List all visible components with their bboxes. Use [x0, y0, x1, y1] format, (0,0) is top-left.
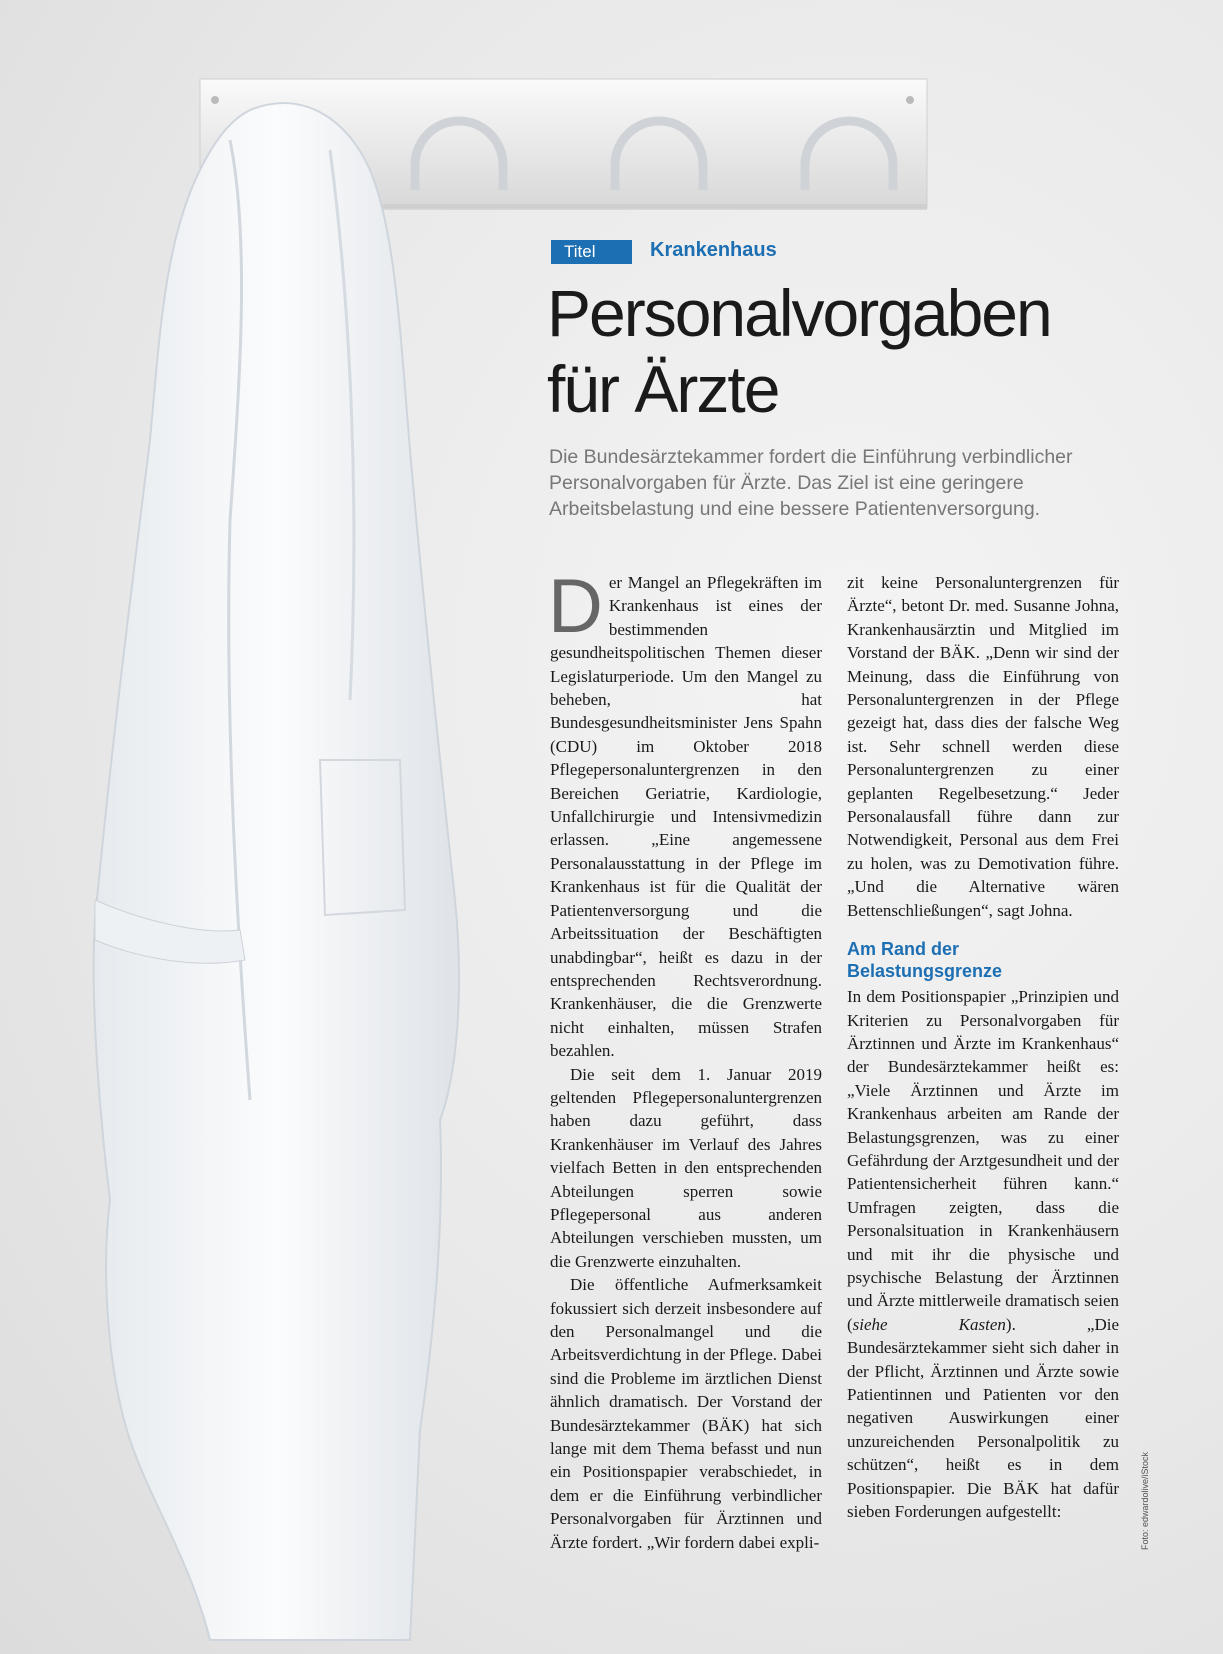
section-tag: Titel — [551, 240, 632, 264]
cross-reference: siehe Kasten — [852, 1314, 1006, 1334]
headline-line-2: für Ärzte — [547, 352, 779, 426]
paragraph-text: In dem Positionspapier „Prinzipien und Kriterien zu Personalvorgaben für Ärztinnen und Ärzte im Krankenhaus“ der Bundesärztekammer heißt es: „Viele Ärztinnen und Ärzte im Krankenhaus arbeiten am Rande der Belastungsgrenzen, was zu einer Gefährdung der Arztgesundheit und der Patientensicherheit führen kann.“ Umfragen zeigten, dass die Personalsituation in Krankenhäusern und mit ihr die physische und psychische Belastung der Ärztinnen und Ärzte mittlerweile dramatisch seien ( — [847, 987, 1119, 1334]
page-title — [547, 275, 1147, 427]
text-column-1 — [548, 564, 822, 1554]
paragraph: Die öffentliche Aufmerksamkeit fokussiert sich derzeit insbesondere auf den Personalmangel und die Arbeitsverdichtung in der Pflege. Dabei sind die Probleme im ärztlichen Dienst ähnlich dramatisch. Der Vorstand der Bundesärztekammer (BÄK) hat sich lange mit dem Thema befasst und nun ein Positionspapier verabschiedet, in dem er die Einführung verbindlicher Personalvorgaben für Ärztinnen und Ärzte fordert. „Wir fordern dabei expli- — [550, 1275, 822, 1552]
headline-line-1: Personalvorgaben — [547, 276, 1051, 350]
paragraph: Die seit dem 1. Januar 2019 geltenden Pflegepersonaluntergrenzen haben dazu geführt, dass Krankenhäuser im Verlauf des Jahres vielfach Betten in den entsprechenden Abteilungen sperren sowie Pflegepersonal aus anderen Abteilungen verschieben mussten, um die Grenzwerte einzuhalten. — [550, 1064, 822, 1271]
paragraph — [548, 564, 822, 1063]
photo-credit: Foto: edwardolive/iStock — [1140, 1451, 1150, 1550]
drop-cap: D — [548, 564, 603, 649]
text-column-2 — [847, 571, 1119, 1523]
paragraph — [847, 985, 1119, 1523]
subheading: Am Rand der Belastungsgrenze — [847, 939, 1003, 982]
paragraph: zit keine Personaluntergrenzen für Ärzte“, betont Dr. med. Susanne Johna, Krankenhausärztin und Mitglied im Vorstand der BÄK. „Denn wir sind der Meinung, dass die Einführung von Personaluntergrenzen in der Pflege gezeigt hat, dass dies der falsche Weg ist. Sehr schnell werden diese Personaluntergrenzen zu einer geplanten Regelbesetzung.“ Jeder Personalausfall führe dann zur Notwendigkeit, Personal aus dem Frei zu holen, was zu Demotivation führe. „Und die Alternative wären Bettenschließungen“, sagt Johna. — [847, 573, 1119, 920]
lead-paragraph: Die Bundesärztekammer fordert die Einführung verbindlicher Personalvorgaben für Ärzte. Das Ziel ist eine geringere Arbeitsbelastung und eine bessere Patientenversorgung. — [549, 446, 1073, 520]
section-rubric: Krankenhaus — [650, 239, 777, 261]
paragraph-text: er Mangel an Pflegekräften im Krankenhaus ist eines der bestimmenden gesundheitspolitischen Themen dieser Legislaturperiode. Um den Mangel zu beheben, hat Bundesgesundheitsminister Jens Spahn (CDU) im Oktober 2018 Pflegepersonaluntergrenzen in den Bereichen Geriatrie, Kardiologie, Unfallchirurgie und Intensivmedizin erlassen. „Eine angemessene Personalausstattung in der Pflege im Krankenhaus ist für die Qualität der Patientenversorgung und die Arbeitssituation der Beschäftigten unabdingbar“, heißt es dazu in der entsprechenden Rechtsverordnung. Krankenhäuser, die die Grenzwerte nicht einhalten, müssen Strafen bezahlen. — [550, 573, 822, 1061]
paragraph-text: ). „Die Bundesärztekammer sieht sich daher in der Pflicht, Ärztinnen und Ärzte sowie Patientinnen und Patienten vor den negativen Auswirkungen einer unzureichenden Personalpolitik zu schützen“, heißt es in dem Positionspapier. Die BÄK hat dafür sieben Forderungen aufgestellt: — [847, 1314, 1119, 1522]
